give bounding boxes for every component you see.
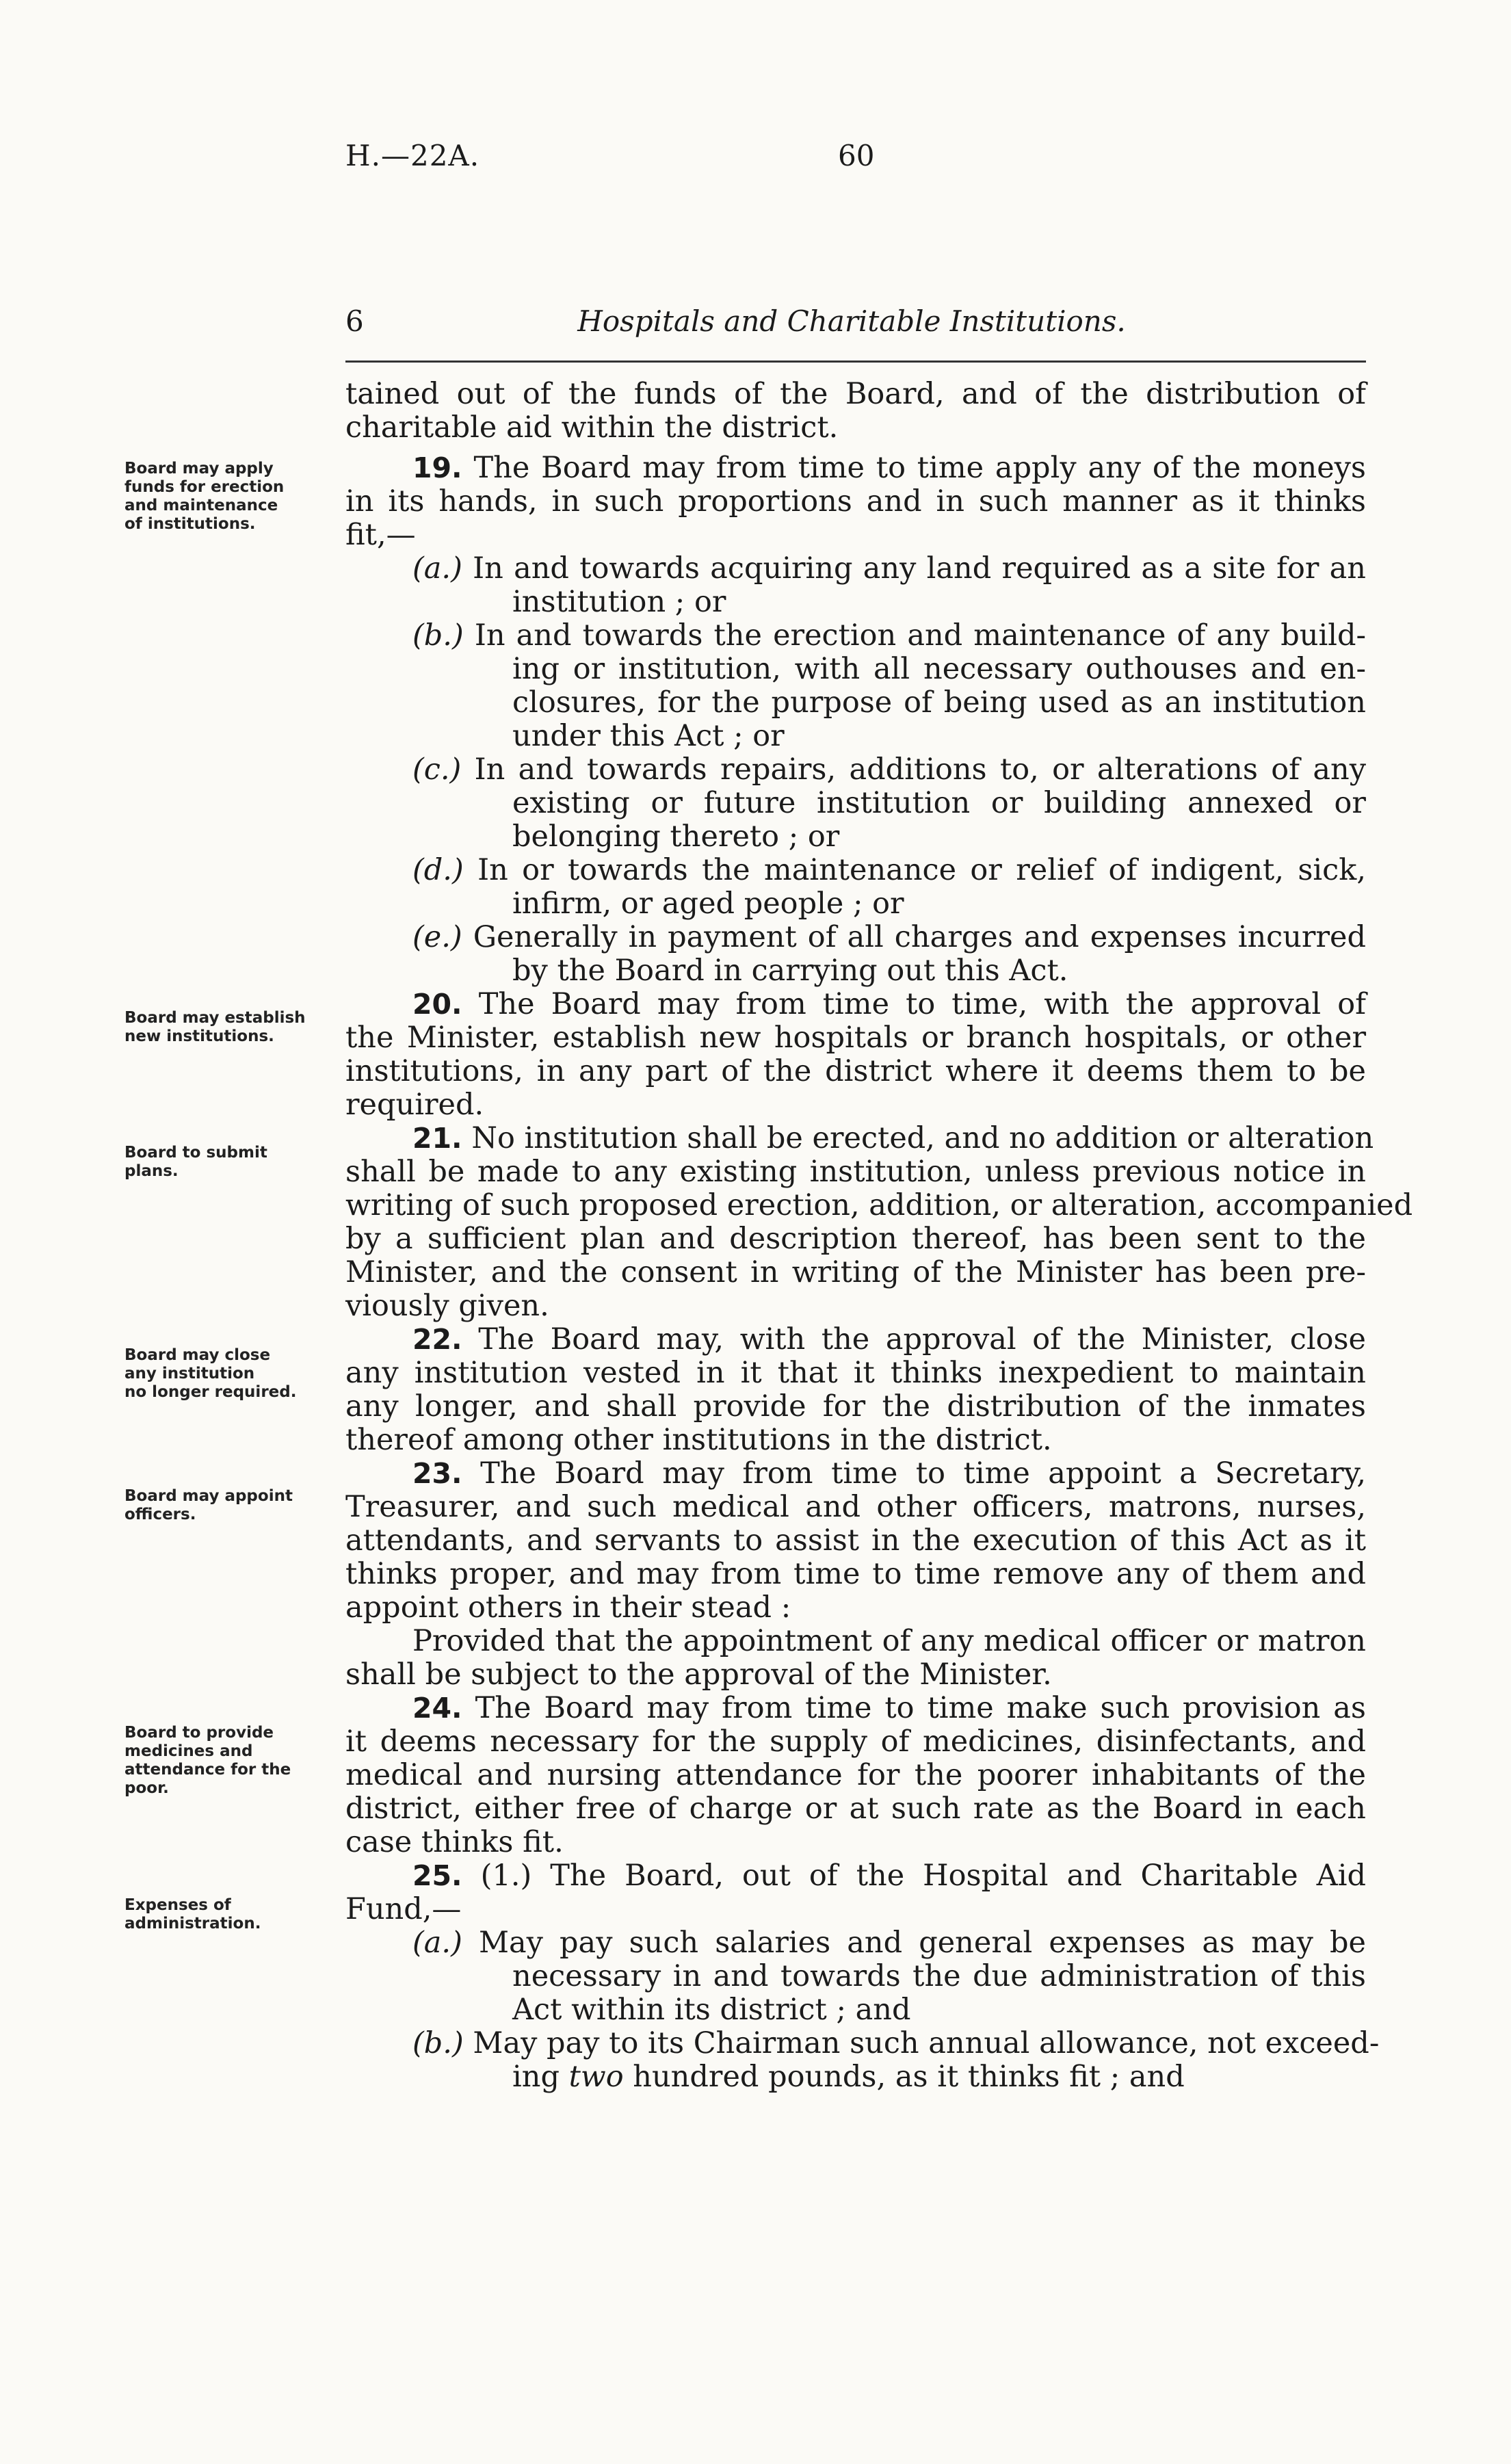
text-line: Minister, and the consent in writing of the Minister has been pre- [345,1255,1366,1289]
section-number: 19. [412,451,462,484]
section-24: 24. The Board may from time to time make such provision as [412,1691,1366,1725]
text-line: under this Act ; or [512,719,785,753]
section-23: 23. The Board may from time to time appoint a Secretary, [412,1456,1366,1491]
margin-note-s25: Expenses of administration. [124,1896,261,1932]
section-number: 25. [412,1859,462,1892]
text-line: viously given. [345,1289,549,1323]
header-rule [345,361,1366,363]
text-line: charitable aid within the district. [345,410,839,445]
margin-note-s24: Board to provide medicines and attendance for the poor. [124,1724,291,1797]
text-line: existing or future institution or building annexed or [512,786,1366,820]
section-number: 24. [412,1692,462,1725]
text-line: necessary in and towards the due administration of this [512,1959,1366,1993]
text-line: thinks proper, and may from time to time remove any of them and [345,1557,1366,1591]
list-item-a: (a.) May pay such salaries and general expenses as may be [412,1926,1366,1960]
list-item-e: (e.) Generally in payment of all charges and expenses incurred [412,920,1366,954]
text-line: required. [345,1088,484,1122]
text-line: fit,— [345,518,416,552]
text-line: institution ; or [512,585,726,619]
section-number: 21. [412,1122,462,1155]
text-line: by the Board in carrying out this Act. [512,954,1068,988]
running-page-number: 6 [345,304,364,338]
text-line: writing of such proposed erection, addition, or alteration, accompanied [345,1188,1413,1222]
text-line: case thinks fit. [345,1825,564,1859]
text-line: ing two hundred pounds, as it thinks fit ; and [512,2060,1185,2094]
text-line: Treasurer, and such medical and other officers, matrons, nurses, [345,1490,1366,1524]
section-20: 20. The Board may from time to time, with the approval of [412,987,1366,1021]
text-line: attendants, and servants to assist in the execution of this Act as it [345,1523,1366,1558]
text-line: shall be made to any existing institution, unless previous notice in [345,1155,1366,1189]
text-line: ing or institution, with all necessary outhouses and en- [512,652,1366,686]
margin-note-s19: Board may apply funds for erection and maintenance of institutions. [124,460,285,533]
text-line: by a sufficient plan and description thereof, has been sent to the [345,1222,1366,1256]
text-line: any institution vested in it that it thinks inexpedient to maintain [345,1356,1366,1390]
list-item-b: (b.) In and towards the erection and maintenance of any build- [412,618,1367,653]
text-line: infirm, or aged people ; or [512,887,904,921]
section-25: 25. (1.) The Board, out of the Hospital and Charitable Aid [412,1859,1366,1893]
list-item-a: (a.) In and towards acquiring any land required as a site for an [412,551,1366,586]
text-line: belonging thereto ; or [512,820,840,854]
document-reference: H.—22A. [345,139,480,172]
text-line: Fund,— [345,1892,462,1926]
text-line: closures, for the purpose of being used as an institution [512,685,1366,720]
text-line: medical and nursing attendance for the poorer inhabitants of the [345,1758,1366,1792]
text-line: district, either free of charge or at such rate as the Board in each [345,1792,1366,1826]
section-19: 19. The Board may from time to time apply any of the moneys [412,451,1366,485]
text-line: it deems necessary for the supply of medicines, disinfectants, and [345,1725,1366,1759]
text-line: any longer, and shall provide for the distribution of the inmates [345,1389,1366,1424]
text-line: thereof among other institutions in the district. [345,1423,1052,1457]
text-line: shall be subject to the approval of the Minister. [345,1657,1052,1692]
margin-note-s20: Board may establish new institutions. [124,1009,306,1045]
margin-note-s22: Board may close any institution no longer required. [124,1346,297,1401]
list-item-b: (b.) May pay to its Chairman such annual allowance, not exceed- [412,2026,1380,2060]
section-number: 23. [412,1457,462,1490]
running-title: Hospitals and Charitable Institutions. [577,304,1126,338]
proviso: Provided that the appointment of any medical officer or matron [412,1624,1366,1658]
section-22: 22. The Board may, with the approval of the Minister, close [412,1322,1366,1356]
section-number: 22. [412,1323,462,1356]
list-item-c: (c.) In and towards repairs, additions to, or alterations of any [412,752,1366,787]
text-line: in its hands, in such proportions and in such manner as it thinks [345,484,1366,519]
text-line: Act within its district ; and [512,1993,911,2027]
text-line: tained out of the funds of the Board, and of the distribution of [345,377,1366,411]
running-header [345,304,1358,345]
page-number: 60 [838,139,875,172]
margin-note-s23: Board may appoint officers. [124,1487,293,1523]
text-line: institutions, in any part of the district where it deems them to be [345,1054,1366,1088]
section-21: 21. No institution shall be erected, and no addition or alteration [412,1121,1374,1155]
text-line: appoint others in their stead : [345,1590,791,1625]
list-item-d: (d.) In or towards the maintenance or relief of indigent, sick, [412,853,1366,887]
text-line: the Minister, establish new hospitals or branch hospitals, or other [345,1021,1366,1055]
section-number: 20. [412,988,462,1021]
margin-note-s21: Board to submit plans. [124,1144,267,1180]
